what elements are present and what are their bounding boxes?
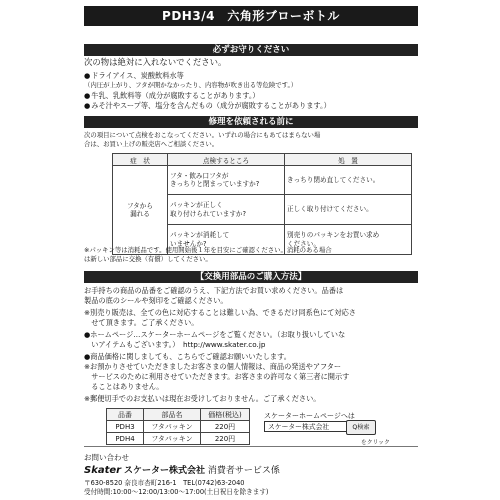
parts-price-table	[106, 408, 250, 445]
click-label: をクリック	[361, 440, 390, 446]
repair-header-check: 点検するところ	[168, 154, 285, 166]
parts-text-1b: 製品の底のシールや刻印をご確認ください。	[84, 296, 228, 305]
parts-text-2b: せて頂きます。ご了承ください。	[84, 318, 199, 327]
parts-text-4d: ることはありません。	[84, 382, 164, 391]
parts-header-price: 価格(税込)	[201, 409, 250, 421]
page-title: PDH3/4 六角形ブローボトル	[84, 6, 418, 26]
rules-item-1-note: （内圧が上がり、フタが開かなかったり、内容物が吹き出る等危険です。）	[84, 81, 298, 89]
company-address: 〒630-8520 奈良市杏町216-1 TEL(0742)63-2040	[84, 479, 245, 487]
parts-text-4a: ●商品価格に関しましても、こちらでご確認お願いいたします。	[84, 352, 291, 361]
company-row	[84, 463, 280, 476]
parts-text-1a: お手持ちの商品の品番をご確認のうえ、下記方法でお買い求めください。品番は	[84, 286, 344, 295]
company-name: スケーター株式会社	[123, 466, 205, 476]
rules-item-2: ● 牛乳、乳飲料等（成分が腐敗することがあります。）	[84, 91, 422, 100]
parts-header-name: 部品名	[144, 409, 201, 421]
parts-heading: 【交換用部品のご購入方法】	[84, 271, 418, 283]
parts-text-4b: ※お預かりさせていただきましたお客さまの個人情報は、商品の発送やアフター	[84, 362, 342, 371]
rules-item-3: ● みそ汁やスープ等、塩分を含んだもの（成分が腐敗することがあります。）	[84, 101, 422, 110]
repair-action-1: きっちり閉め直してください。	[285, 166, 412, 195]
footer-divider	[84, 446, 418, 447]
parts-text-4e: ※郵便切手でのお支払いは現在お受けしておりません。ご了承ください。	[84, 394, 321, 403]
table-row	[107, 421, 250, 433]
parts-text-2a: ※別売り販売は、全ての色に対応することは難しい為、できるだけ同系色にて対応さ	[84, 308, 356, 317]
repair-table	[112, 153, 412, 255]
repair-check-3: パッキンが消耗して いませんか?	[168, 225, 285, 255]
rules-item-1: ● ドライアイス、炭酸飲料水等	[84, 71, 422, 80]
parts-name-1: フタパッキン	[144, 421, 201, 433]
table-row	[113, 166, 412, 195]
repair-action-3: 別売りのパッキンをお買い求め ください。	[285, 225, 412, 255]
repair-header-symptom: 症 状	[113, 154, 168, 166]
parts-text-3a: ●ホームページ…スケーターホームページをご覧ください。（お取り扱いしていな	[84, 330, 346, 339]
parts-text-3b: いアイテムもございます。） http://www.skater.co.jp	[84, 340, 266, 349]
table-row	[107, 433, 250, 445]
repair-note-1: ※パッキン等は消耗品です。使用開始後１年を目安にご確認ください。消耗のある場合	[84, 246, 332, 254]
repair-intro-1: 次の項目について点検をおこなってください。いずれの場合にもあてはまらない場	[84, 131, 321, 139]
repair-symptom: フタから 漏れる	[113, 166, 168, 255]
repair-check-2: パッキンが正しく 取り付けられていますか?	[168, 195, 285, 225]
parts-price-1: 220円	[201, 421, 250, 433]
parts-price-2: 220円	[201, 433, 250, 445]
homepage-label: スケーターホームページへは	[264, 412, 355, 420]
instruction-sheet	[76, 0, 426, 500]
parts-code-1: PDH3	[107, 421, 144, 433]
search-button-illustration: Q検索	[346, 420, 376, 435]
business-hours: 受付時間:10:00～12:00/13:00～17:00(土日祝日を除きます)	[84, 488, 269, 496]
inquiry-label: お問い合わせ	[84, 453, 129, 462]
company-dept: 消費者サービス係	[207, 466, 280, 476]
repair-note-2: は新しい部品に交換（有償）してください。	[84, 255, 212, 263]
repair-action-2: 正しく取り付けてください。	[285, 195, 412, 225]
repair-heading: 修理を依頼される前に	[84, 116, 418, 128]
search-box-illustration: スケーター株式会社	[264, 421, 372, 432]
parts-code-2: PDH4	[107, 433, 144, 445]
rules-heading: 必ずお守りください	[84, 44, 418, 56]
company-logo: Skater	[84, 465, 122, 476]
parts-text-4c: サービスのために利用させていただきます。お客さまの許可なく第三者に開示す	[84, 372, 350, 381]
rules-intro: 次の物は絶対に入れないでください。	[84, 57, 227, 67]
parts-name-2: フタパッキン	[144, 433, 201, 445]
repair-header-action: 処 置	[285, 154, 412, 166]
repair-check-1: フタ・飲み口フタが きっちりと閉まっていますか?	[168, 166, 285, 195]
repair-intro-2: 合は、お買い上げの販売店へご相談ください。	[84, 140, 219, 148]
parts-header-code: 品番	[107, 409, 144, 421]
